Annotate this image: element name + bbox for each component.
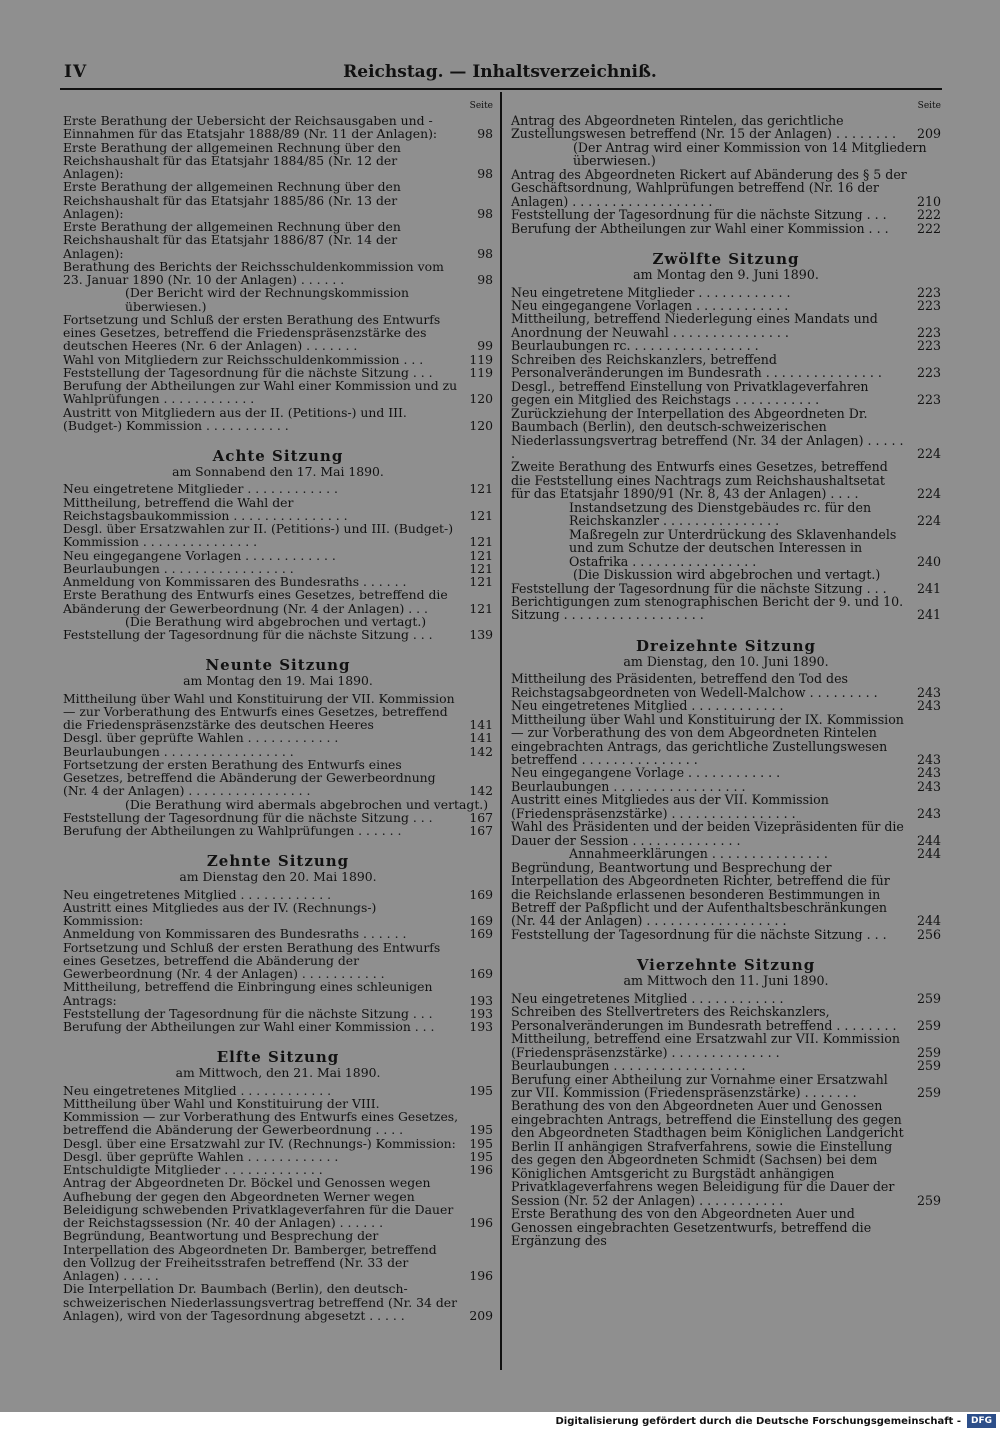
entry-text: Neu eingegangene Vorlage . . . . . . . . . . . . <box>511 765 781 781</box>
entry-text: Erste Berathung des von den Abgeordneten Auer und Genossen eingebrachten Gesetzentwurfs, betreffend die Ergänzung des <box>511 1206 872 1248</box>
toc-subentry <box>511 501 941 528</box>
entry-page-number: 196 <box>469 1215 493 1230</box>
entry-page-number: 224 <box>916 486 941 502</box>
entry-text: Berufung der Abtheilungen zu Wahlprüfungen . . . . . . <box>63 823 402 838</box>
toc-subentry <box>511 847 941 860</box>
toc-entry <box>511 407 941 461</box>
entry-text: Anmeldung von Kommissaren des Bundesraths . . . . . . <box>63 926 407 942</box>
toc-entry <box>63 1084 493 1097</box>
entry-page-number: 120 <box>469 417 493 433</box>
toc-entry <box>63 379 493 406</box>
section-title: Vierzehnte Sitzung <box>636 956 816 975</box>
toc-entry <box>511 861 941 928</box>
toc-entry <box>63 180 493 220</box>
entry-text: Begründung, Beantwortung und Besprechung der Interpellation des Abgeordneten Richter, betreffend die für die Reichslande erlassenen besonderen Bestimmungen in Betreff der Paßpflicht und der Aufenthaltsbeschränkungen (Nr. 44 der Anlagen) . . . . . . . . . . . . . . . . . . <box>511 859 890 929</box>
entry-page-number: 259 <box>916 1085 941 1100</box>
entry-text: Beurlaubungen . . . . . . . . . . . . . . . . . <box>63 560 294 576</box>
entry-text: Berathung des Berichts der Reichsschuldenkommission vom 23. Januar 1890 (Nr. 10 der Anlagen) . . . . . . <box>63 258 444 287</box>
entry-page-number: 223 <box>916 324 941 340</box>
entry-note: (Die Berathung wird abgebrochen und vertagt.) <box>125 613 427 629</box>
entry-text: Erste Berathung der Uebersicht der Reichsausgaben und -Einnahmen für das Etatsjahr 1888/89 (Nr. 11 der Anlagen): <box>63 113 438 142</box>
entry-page-number: 169 <box>469 926 493 942</box>
entry-page-number: 121 <box>469 534 493 550</box>
section-date: am Mittwoch den 11. Juni 1890. <box>623 973 829 989</box>
entry-page-number: 243 <box>916 684 941 700</box>
entry-text: Zweite Berathung des Entwurfs eines Gesetzes, betreffend die Feststellung eines Nachtrags zum Reichshaushaltsetat für das Etatsjahr 1890/91 (Nr. 8, 43 der Anlagen) . . . . <box>511 459 888 502</box>
section-date: am Montag den 9. Juni 1890. <box>633 267 819 283</box>
entry-text: Neu eingegangene Vorlagen . . . . . . . . . . . . <box>63 547 336 563</box>
entry-text: Feststellung der Tagesordnung für die nächste Sitzung . . . <box>511 926 887 942</box>
dfg-logo: DFG <box>967 1414 996 1428</box>
entry-page-number: 121 <box>469 481 493 497</box>
toc-entry <box>63 1229 493 1282</box>
entry-page-number: 243 <box>916 805 941 821</box>
toc-entry <box>63 522 493 549</box>
entry-text: Fortsetzung und Schluß der ersten Berathung des Entwurfs eines Gesetzes, betreffend die Abänderung der Gewerbeordnung (Nr. 4 der Anlagen) . . . . . . . . . . . <box>63 939 441 981</box>
toc-entry <box>63 941 493 981</box>
entry-page-number: 224 <box>916 445 941 461</box>
entry-text: Berufung der Abtheilungen zur Wahl einer Kommission und zu Wahlprüfungen . . . . . . . . . . . . <box>63 378 458 407</box>
section-date: am Dienstag, den 10. Juni 1890. <box>623 653 829 669</box>
toc-entry <box>63 692 493 732</box>
toc-entry <box>63 1007 493 1020</box>
entry-page-number: 121 <box>469 547 493 563</box>
toc-entry <box>511 460 941 500</box>
entry-page-number: 259 <box>916 990 941 1006</box>
entry-page-number: 243 <box>916 765 941 781</box>
entry-page-number: 98 <box>477 205 493 221</box>
toc-entry <box>63 260 493 287</box>
entry-page-number: 195 <box>469 1135 493 1151</box>
toc-entry <box>511 928 941 941</box>
entry-text: Fortsetzung und Schluß der ersten Berathung des Entwurfs eines Gesetzes, betreffend die Friedenspräsenzstärke des deutschen Heeres (Nr. 6 der Anlagen) . . . . . . . <box>63 311 441 354</box>
entry-page-number: 243 <box>916 752 941 768</box>
seite-label: Seite <box>469 101 493 111</box>
entry-text: Antrag der Abgeordneten Dr. Böckel und Genossen wegen Aufhebung der gegen den Abgeordneten Werner wegen Beleidigung schwebenden Privatklageverfahren für die Dauer der Reichstagssession (Nr. 40 der Anlagen) . . . . . . <box>63 1175 454 1230</box>
entry-note: (Der Antrag wird einer Kommission von 14 Mitgliedern überwiesen.) <box>573 139 927 169</box>
entry-page-number: 139 <box>469 627 493 642</box>
entry-text: Instandsetzung des Dienstgebäudes rc. für den Reichskanzler . . . . . . . . . . . . . . . <box>569 499 872 529</box>
entry-page-number: 196 <box>469 1162 493 1177</box>
entry-page-number: 210 <box>916 193 941 209</box>
right-column <box>511 100 941 1247</box>
entry-text: Desgl. über eine Ersatzwahl zur IV. (Rechnungs-) Kommission: <box>63 1135 456 1151</box>
toc-entry <box>511 1099 941 1207</box>
entry-text: Mittheilung des Präsidenten, betreffend den Tod des Reichstagsabgeordneten von Wedell-Malchow . . . . . . . . . <box>511 671 878 700</box>
entry-text: Desgl., betreffend Einstellung von Privatklageverfahren gegen ein Mitglied des Reichstags . . . . . . . . . . . <box>511 378 869 408</box>
entry-page-number: 259 <box>916 1058 941 1074</box>
toc-entry <box>63 980 493 1007</box>
entry-text: Schreiben des Stellvertreters des Reichskanzlers, Personalveränderungen im Bundesrath betreffend . . . . . . . . <box>511 1004 897 1033</box>
toc-entry <box>511 1073 941 1100</box>
entry-page-number: 223 <box>916 365 941 381</box>
entry-page-number: 121 <box>469 600 493 616</box>
entry-text: Feststellung der Tagesordnung für die nächste Sitzung . . . <box>63 1005 433 1021</box>
entry-text: Beurlaubungen . . . . . . . . . . . . . . . . . <box>511 778 746 794</box>
toc-entry <box>511 1032 941 1059</box>
entry-page-number: 98 <box>477 272 493 287</box>
toc-entry <box>511 992 941 1005</box>
entry-text: Zurückziehung der Interpellation des Abgeordneten Dr. Baumbach (Berlin), den deutsch-schweizerischen Niederlassungsvertrag betreffend (Nr. 34 der Anlagen) . . . . . . <box>511 405 904 461</box>
toc-entry <box>511 1059 941 1072</box>
toc-entry <box>511 222 941 235</box>
entry-text: Feststellung der Tagesordnung für die nächste Sitzung . . . <box>63 627 433 642</box>
entry-page-number: 222 <box>916 207 941 223</box>
toc-entry <box>63 1150 493 1163</box>
entry-text: Desgl. über geprüfte Wahlen . . . . . . . . . . . . <box>63 730 339 746</box>
entry-text: Feststellung der Tagesordnung für die nächste Sitzung . . . <box>511 207 887 223</box>
toc-entry <box>63 745 493 758</box>
entry-text: Beurlaubungen rc. . . . . . . . . . . . . . . . . <box>511 338 759 354</box>
toc-entry <box>63 628 493 641</box>
entry-text: Berufung einer Abtheilung zur Vornahme einer Ersatzwahl zur VII. Kommission (Friedenspräsenzstärke) . . . . . . . <box>511 1071 888 1100</box>
entry-text: Entschuldigte Mitglieder . . . . . . . . . . . . . <box>63 1162 323 1177</box>
toc-entry <box>63 575 493 588</box>
toc-subentry <box>511 528 941 568</box>
entry-text: Erste Berathung der allgemeinen Rechnung über den Reichshaushalt für das Etatsjahr 1886/87 (Nr. 14 der Anlagen): <box>63 219 401 261</box>
toc-entry <box>511 820 941 847</box>
entry-text: Mittheilung, betreffend die Wahl der Reichstagsbaukommission . . . . . . . . . . . . . . . <box>63 494 348 523</box>
entry-text: Berichtigungen zum stenographischen Bericht der 9. und 10. Sitzung . . . . . . . . . . . . . . . . . . <box>511 593 904 623</box>
entry-text: Desgl. über Ersatzwahlen zur II. (Petitions-) und III. (Budget-) Kommission . . . . . . . . . . . . . . . <box>63 521 454 550</box>
toc-entry <box>511 713 941 767</box>
section-title: Elfte Sitzung <box>216 1048 340 1067</box>
entry-page-number: 259 <box>916 1192 941 1208</box>
entry-text: Feststellung der Tagesordnung für die nächste Sitzung . . . <box>63 809 433 825</box>
toc-entry <box>63 1176 493 1229</box>
entry-page-number: 244 <box>916 832 941 848</box>
seite-label: Seite <box>917 101 941 111</box>
toc-entry <box>63 496 493 523</box>
entry-text: Neu eingetretenes Mitglied . . . . . . . . . . . . <box>63 886 332 902</box>
header-rule <box>60 88 942 90</box>
toc-entry <box>63 1282 493 1322</box>
entry-text: Austritt eines Mitgliedes aus der VII. Kommission (Friedenspräsenzstärke) . . . . . . . . . . . . . . . . <box>511 792 829 821</box>
toc-entry <box>511 672 941 699</box>
entry-page-number: 241 <box>916 607 941 623</box>
section-title: Zwölfte Sitzung <box>652 250 800 269</box>
entry-text: Berufung der Abtheilungen zur Wahl einer Kommission . . . <box>511 220 889 236</box>
entry-text: Neu eingetretene Mitglieder . . . . . . . . . . . . <box>511 284 791 300</box>
entry-page-number: 223 <box>916 284 941 300</box>
toc-entry <box>511 595 941 622</box>
entry-page-number: 167 <box>469 809 493 825</box>
entry-text: Feststellung der Tagesordnung für die nächste Sitzung . . . <box>63 364 433 380</box>
entry-page-number: 99 <box>477 338 493 354</box>
entry-page-number: 244 <box>916 913 941 929</box>
entry-text: Begründung, Beantwortung und Besprechung der Interpellation des Abgeordneten Dr. Bamberger, betreffend den Vollzug der Freiheitsstrafen betreffend (Nr. 33 der Anlagen) . . . . . <box>63 1228 437 1283</box>
entry-page-number: 121 <box>469 507 493 523</box>
toc-entry <box>63 811 493 824</box>
section-date: am Sonnabend den 17. Mai 1890. <box>172 464 384 479</box>
entry-page-number: 223 <box>916 338 941 354</box>
entry-text: Mittheilung über Wahl und Konstituirung der VIII. Kommission — zur Vorberathung des Entwurfs eines Gesetzes, betreffend die Abänderung der Gewerbeordnung . . . . <box>63 1095 459 1138</box>
entry-text: Mittheilung, betreffend eine Ersatzwahl zur VII. Kommission (Friedenspräsenzstärke) . . . . . . . . . . . . . . <box>511 1031 900 1060</box>
entry-note: (Die Berathung wird abermals abgebrochen und vertagt.) <box>125 796 489 812</box>
entry-text: Neu eingetretene Mitglieder . . . . . . . . . . . . <box>63 481 338 497</box>
entry-note: (Die Diskussion wird abgebrochen und vertagt.) <box>573 567 881 583</box>
entry-page-number: 244 <box>916 846 941 862</box>
toc-entry <box>511 299 941 312</box>
toc-entry <box>511 339 941 352</box>
toc-entry <box>511 114 941 141</box>
section-title: Zehnte Sitzung <box>206 852 350 871</box>
toc-entry <box>63 549 493 562</box>
entry-page-number: 141 <box>469 717 493 732</box>
entry-page-number: 121 <box>469 560 493 576</box>
footer-credit: Digitalisierung gefördert durch die Deutsche Forschungsgemeinschaft - <box>555 1416 961 1427</box>
toc-entry <box>511 1005 941 1032</box>
entry-text: Neu eingetretenes Mitglied . . . . . . . . . . . . <box>63 1082 332 1098</box>
entry-page-number: 195 <box>469 1148 493 1164</box>
entry-text: Berufung der Abtheilungen zur Wahl einer Kommission . . . <box>63 1019 435 1034</box>
entry-text: Mittheilung, betreffend die Einbringung eines schleunigen Antrags: <box>63 979 433 1008</box>
toc-entry <box>511 1207 941 1247</box>
entry-note: (Der Bericht wird der Rechnungskommission überwiesen.) <box>125 285 409 314</box>
column-divider <box>500 92 502 1370</box>
entry-text: Wahl von Mitgliedern zur Reichsschuldenkommission . . . <box>63 351 424 367</box>
entry-page-number: 223 <box>916 392 941 408</box>
toc-entry <box>511 312 941 339</box>
toc-entry <box>511 766 941 779</box>
toc-entry <box>63 313 493 353</box>
entry-page-number: 193 <box>469 1005 493 1021</box>
entry-text: Schreiben des Reichskanzlers, betreffend Personalveränderungen im Bundesrath . . . . . . . . . . . . . . . <box>511 351 882 381</box>
entry-page-number: 224 <box>916 513 941 529</box>
entry-text: Neu eingetretenes Mitglied . . . . . . . . . . . . <box>511 698 784 714</box>
footer-bar <box>0 1412 1000 1432</box>
entry-page-number: 195 <box>469 1122 493 1138</box>
entry-page-number: 193 <box>469 992 493 1008</box>
toc-entry <box>511 582 941 595</box>
entry-text: Feststellung der Tagesordnung für die nächste Sitzung . . . <box>511 580 887 596</box>
entry-text: Anmeldung von Kommissaren des Bundesraths . . . . . . <box>63 574 407 589</box>
toc-entry <box>63 731 493 744</box>
entry-text: Beurlaubungen . . . . . . . . . . . . . . . . . <box>511 1058 746 1074</box>
running-title: Reichstag. — Inhaltsverzeichniß. <box>343 62 657 82</box>
toc-entry <box>63 1020 493 1033</box>
entry-page-number: 167 <box>469 823 493 838</box>
entry-text: Antrag des Abgeordneten Rintelen, das gerichtliche Zustellungswesen betreffend (Nr. 15 der Anlagen) . . . . . . . . <box>511 113 897 142</box>
toc-entry <box>63 406 493 433</box>
entry-page-number: 241 <box>916 580 941 596</box>
entry-page-number: 209 <box>469 1307 493 1323</box>
entry-page-number: 98 <box>477 166 493 181</box>
section-date: am Dienstag den 20. Mai 1890. <box>179 869 377 885</box>
entry-page-number: 98 <box>477 245 493 261</box>
entry-text: Neu eingetretenes Mitglied . . . . . . . . . . . . <box>511 990 784 1006</box>
toc-entry <box>63 901 493 928</box>
entry-page-number: 169 <box>469 886 493 902</box>
entry-text: Die Interpellation Dr. Baumbach (Berlin), den deutsch-schweizerischen Niederlassungsvertrag betreffend (Nr. 34 der Anlagen), wird von der Tagesordnung abgesetzt . . . . . <box>63 1281 458 1323</box>
toc-entry <box>63 1137 493 1150</box>
entry-page-number: 169 <box>469 966 493 981</box>
entry-page-number: 259 <box>916 1044 941 1060</box>
toc-entry <box>63 888 493 901</box>
toc-entry <box>63 220 493 260</box>
entry-page-number: 243 <box>916 778 941 794</box>
entry-text: Erste Berathung der allgemeinen Rechnung über den Reichshaushalt für das Etatsjahr 1884/85 (Nr. 12 der Anlagen): <box>63 139 401 181</box>
toc-entry <box>63 1163 493 1176</box>
entry-page-number: 259 <box>916 1017 941 1033</box>
entry-page-number: 196 <box>469 1268 493 1283</box>
entry-text: Desgl. über geprüfte Wahlen . . . . . . . . . . . . <box>63 1148 339 1164</box>
entry-text: Mittheilung, betreffend Niederlegung eines Mandats und Anordnung der Neuwahl . . . . . . . . . . . . . . . <box>511 311 878 340</box>
entry-page-number: 98 <box>477 126 493 142</box>
entry-page-number: 119 <box>469 351 493 367</box>
entry-page-number: 169 <box>469 913 493 928</box>
entry-page-number: 121 <box>469 574 493 589</box>
left-column <box>63 100 493 1322</box>
page-number: IV <box>64 62 88 82</box>
entry-text: Wahl des Präsidenten und der beiden Vizepräsidenten für die Dauer der Session . . . . . . . . . . . . . . <box>511 819 904 848</box>
entry-text: Beurlaubungen . . . . . . . . . . . . . . . . . <box>63 743 294 759</box>
entry-page-number: 209 <box>916 126 941 142</box>
toc-entry <box>511 353 941 380</box>
entry-page-number: 141 <box>469 730 493 746</box>
entry-text: Mittheilung über Wahl und Konstituirung der VII. Kommission — zur Vorberathung des Entwurfs eines Gesetzes, betreffend die Friedenspräsenzstärke des deutschen Heeres <box>63 690 455 732</box>
toc-entry <box>63 482 493 495</box>
toc-entry <box>63 366 493 379</box>
toc-entry <box>511 380 941 407</box>
entry-page-number: 120 <box>469 391 493 407</box>
toc-entry <box>63 562 493 575</box>
toc-entry <box>63 141 493 181</box>
entry-text: Mittheilung über Wahl und Konstituirung der IX. Kommission — zur Vorberathung des von dem Abgeordneten Rintelen eingebrachten Antrags, das gerichtliche Zustellungswesen betreffend . . . . . . . . . . . . . . . <box>511 711 904 768</box>
entry-text: Fortsetzung der ersten Berathung des Entwurfs eines Gesetzes, betreffend die Abänderung der Gewerbeordnung (Nr. 4 der Anlagen) . . . . . . . . . . . . . . . . <box>63 756 436 799</box>
entry-page-number: 142 <box>469 743 493 759</box>
toc-entry <box>511 168 941 208</box>
entry-text: Erste Berathung der allgemeinen Rechnung über den Reichshaushalt für das Etatsjahr 1885/86 (Nr. 13 der Anlagen): <box>63 179 401 221</box>
entry-text: Neu eingegangene Vorlagen . . . . . . . . . . . . <box>511 297 789 313</box>
entry-text: Berathung des von den Abgeordneten Auer und Genossen eingebrachten Antrags, betreffend die Einstellung des gegen den Abgeordneten Stadthagen beim Königlichen Landgericht Berlin II anhängigen Strafverfahrens, sowie die Einstellung des gegen den Abgeordneten Schmidt (Sachsen) bei dem Königlichen Amtsgericht zu Burgstädt anhängigen Privatklageverfahrens wegen Beleidigung für die Dauer der Session (Nr. 52 der Anlagen) . . . . . . . . . . . <box>511 1098 904 1208</box>
entry-text: Annahmeerklärungen . . . . . . . . . . . . . . . <box>569 846 828 862</box>
entry-page-number: 222 <box>916 220 941 236</box>
entry-page-number: 240 <box>916 553 941 569</box>
toc-entry <box>63 824 493 837</box>
entry-text: Austritt von Mitgliedern aus der II. (Petitions-) und III. (Budget-) Kommission . . . . . . . . . . . <box>63 404 407 433</box>
toc-entry <box>63 353 493 366</box>
entry-page-number: 243 <box>916 698 941 714</box>
entry-text: Erste Berathung des Entwurfs eines Gesetzes, betreffend die Abänderung der Gewerbeordnung (Nr. 4 der Anlagen) . . . <box>63 587 448 616</box>
toc-entry <box>63 1097 493 1137</box>
toc-entry <box>511 699 941 712</box>
toc-entry <box>63 588 493 615</box>
entry-page-number: 119 <box>469 364 493 380</box>
toc-entry <box>511 286 941 299</box>
toc-entry <box>63 927 493 940</box>
toc-entry <box>511 780 941 793</box>
section-title: Neunte Sitzung <box>205 656 351 675</box>
entry-page-number: 223 <box>916 297 941 313</box>
entry-page-number: 193 <box>469 1019 493 1034</box>
entry-page-number: 195 <box>469 1082 493 1098</box>
entry-text: Austritt eines Mitgliedes aus der IV. (Rechnungs-) Kommission: <box>63 899 377 928</box>
toc-entry <box>511 208 941 221</box>
toc-entry <box>63 758 493 798</box>
toc-entry <box>511 793 941 820</box>
entry-page-number: 142 <box>469 783 493 799</box>
section-title: Dreizehnte Sitzung <box>636 636 816 655</box>
section-date: am Montag den 19. Mai 1890. <box>183 673 373 689</box>
section-title: Achte Sitzung <box>212 447 344 465</box>
entry-page-number: 256 <box>916 926 941 942</box>
entry-text: Antrag des Abgeordneten Rickert auf Abänderung des § 5 der Geschäftsordnung, Wahlprüfungen betreffend (Nr. 16 der Anlagen) . . . . . . . . . . . . . . . . . . <box>511 166 907 209</box>
toc-entry <box>63 114 493 141</box>
section-date: am Mittwoch, den 21. Mai 1890. <box>175 1065 381 1081</box>
entry-text: Maßregeln zur Unterdrückung des Sklavenhandels und zum Schutze der deutschen Interessen in Ostafrika . . . . . . . . . . . . . . . . <box>569 526 897 569</box>
